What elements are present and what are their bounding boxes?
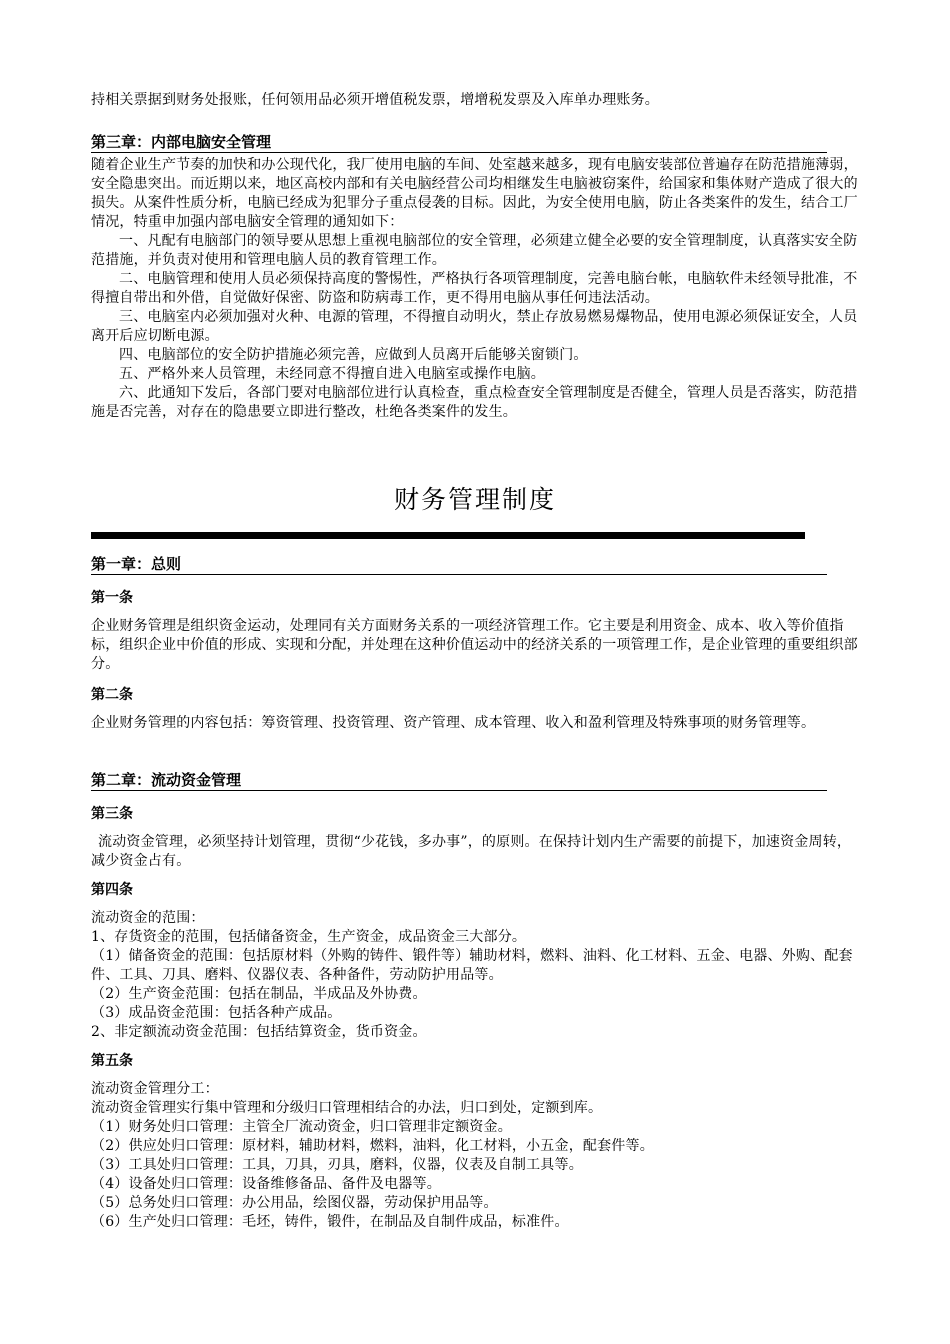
list-item: （3）成品资金范围：包括各种产成品。 bbox=[91, 1005, 342, 1021]
article-text: 企业财务管理的内容包括：筹资管理、投资管理、资产管理、成本管理、收入和盈利管理及特殊事项的财务管理等。 bbox=[91, 715, 816, 731]
article-title: 第一条 bbox=[91, 590, 133, 606]
title-divider bbox=[91, 532, 805, 539]
list-item: 流动资金管理分工： bbox=[91, 1081, 219, 1097]
list-item: （5）总务处归口管理：办公用品，绘图仪器，劳动保护用品等。 bbox=[91, 1195, 498, 1211]
list-item: 1、存货资金的范围，包括储备资金，生产资金，成品资金三大部分。 bbox=[91, 929, 527, 945]
section-lead: 随着企业生产节奏的加快和办公现代化，我厂使用电脑的车间、处室越来越多，现有电脑安装部位普遍存在防范措施薄弱，安全隐患突出。而近期以来，地区高校内部和有关电脑经营公司均相继发生电脑被窃案件，给国家和集体财产造成了很大的损失。从案件性质分析，电脑已经成为犯罪分子重点侵袭的目标。因此，为安全使用电脑，防止各类案件的发生，结合工厂情况，特重申加强内部电脑安全管理的通知如下： bbox=[91, 157, 858, 230]
list-item: （3）工具处归口管理：工具，刀具，刃具，磨料，仪器，仪表及自制工具等。 bbox=[91, 1157, 583, 1173]
list-item: （4）设备处归口管理：设备维修备品、备件及电器等。 bbox=[91, 1176, 441, 1192]
article-title: 第二条 bbox=[91, 687, 133, 703]
list-item: 四、电脑部位的安全防护措施必须完善，应做到人员离开后能够关窗锁门。 bbox=[119, 347, 588, 363]
list-item: （6）生产处归口管理：毛坯，铸件，锻件，在制品及自制件成品，标准件。 bbox=[91, 1214, 569, 1230]
article-title: 第五条 bbox=[91, 1053, 133, 1069]
chapter-heading: 第三章：内部电脑安全管理 bbox=[91, 132, 827, 153]
article-list bbox=[91, 909, 859, 1042]
list-item: （1）财务处归口管理：主管全厂流动资金，归口管理非定额资金。 bbox=[91, 1119, 512, 1135]
chapter-heading: 第一章：总则 bbox=[91, 554, 827, 575]
chapter-working-capital bbox=[91, 770, 859, 1232]
list-item: 三、电脑室内必须加强对火种、电源的管理，不得擅自动明火，禁止存放易燃易爆物品，使用电源必须保证安全，人员离开后应切断电源。 bbox=[91, 309, 858, 344]
article-list bbox=[91, 1080, 859, 1232]
list-item: 流动资金的范围： bbox=[91, 910, 205, 926]
list-item: （1）储备资金的范围：包括原材料（外购的铸件、锻件等）辅助材料，燃料、油料、化工材料、五金、电器、外购、配套件、工具、刀具、磨料、仪器仪表、各种备件，劳动防护用品等。 bbox=[91, 948, 853, 983]
list-item: 一、凡配有电脑部门的领导要从思想上重视电脑部位的安全管理，必须建立健全必要的安全管理制度，认真落实安全防范措施，并负责对使用和管理电脑人员的教育管理工作。 bbox=[91, 233, 858, 268]
list-item: 五、严格外来人员管理，未经同意不得擅自进入电脑室或操作电脑。 bbox=[119, 366, 545, 382]
chapter-general bbox=[91, 554, 859, 733]
article-text: 流动资金管理，必须坚持计划管理，贯彻“少花钱，多办事”，的原则。在保持计划内生产需要的前提下，加速资金周转，减少资金占有。 bbox=[91, 834, 852, 869]
page-title: 财务管理制度 bbox=[393, 485, 556, 514]
section-computer-security bbox=[91, 132, 859, 422]
article-title: 第四条 bbox=[91, 882, 133, 898]
chapter-heading: 第二章：流动资金管理 bbox=[91, 770, 827, 791]
list-item: 二、电脑管理和使用人员必须保持高度的警惕性，严格执行各项管理制度，完善电脑台帐，电脑软件未经领导批准，不得擅自带出和外借，自觉做好保密、防盗和防病毒工作，更不得用电脑从事任何违法活动。 bbox=[91, 271, 858, 306]
article-title: 第三条 bbox=[91, 806, 133, 822]
list-item: 六、此通知下发后，各部门要对电脑部位进行认真检查，重点检查安全管理制度是否健全，管理人员是否落实，防范措施是否完善，对存在的隐患要立即进行整改，杜绝各类案件的发生。 bbox=[91, 385, 858, 420]
intro-line: 持相关票据到财务处报账，任何领用品必须开增值税发票，增增税发票及入库单办理账务。 bbox=[91, 92, 659, 108]
list-item: （2）生产资金范围：包括在制品，半成品及外协费。 bbox=[91, 986, 427, 1002]
list-item: （2）供应处归口管理：原材料，辅助材料，燃料，油料，化工材料，小五金，配套件等。 bbox=[91, 1138, 654, 1154]
list-item: 流动资金管理实行集中管理和分级归口管理相结合的办法，归口到处，定额到库。 bbox=[91, 1100, 603, 1116]
list-item: 2、非定额流动资金范围：包括结算资金，货币资金。 bbox=[91, 1024, 427, 1040]
article-text: 企业财务管理是组织资金运动，处理同有关方面财务关系的一项经济管理工作。它主要是利用资金、成本、收入等价值指标，组织企业中价值的形成、实现和分配，并处理在这种价值运动中的经济关系的一项管理工作，是企业管理的重要组织部分。 bbox=[91, 618, 858, 672]
